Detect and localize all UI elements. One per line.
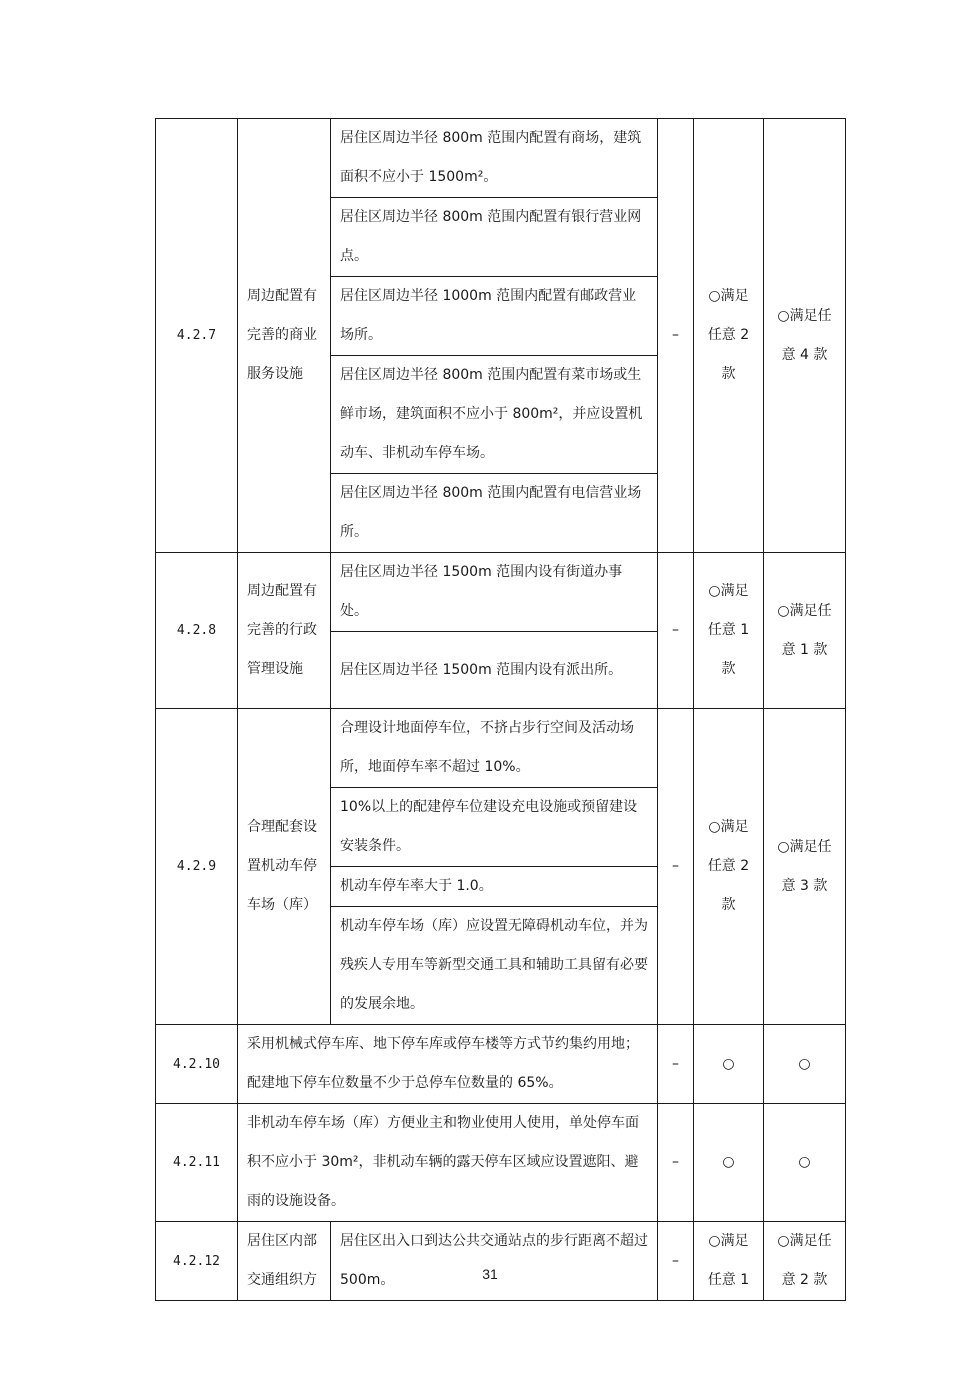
clause-title: 周边配置有完善的商业服务设施 [238, 119, 331, 553]
clause-code: 4.2.9 [156, 709, 238, 1025]
level-one: ○ [694, 1104, 764, 1222]
table-row [156, 119, 846, 198]
standards-table [155, 118, 846, 1301]
basic-level: – [658, 553, 694, 709]
clause-code: 4.2.10 [156, 1025, 238, 1104]
level-two: ○ [764, 1104, 846, 1222]
table-row [156, 1104, 846, 1222]
clause-code: 4.2.12 [156, 1222, 238, 1301]
page-number: 31 [482, 1266, 498, 1282]
requirement-item: 居住区周边半径 800m 范围内配置有电信营业场所。 [331, 474, 658, 553]
basic-level: – [658, 1025, 694, 1104]
requirement-item: 居住区周边半径 1500m 范围内设有派出所。 [331, 632, 658, 709]
level-one: ○满足任意 1 款 [694, 553, 764, 709]
table-row [156, 709, 846, 788]
requirement-item: 机动车停车率大于 1.0。 [331, 867, 658, 907]
table-row [156, 1025, 846, 1104]
requirement-item: 机动车停车场（库）应设置无障碍机动车位，并为残疾人专用车等新型交通工具和辅助工具留有必要的发展余地。 [331, 907, 658, 1025]
level-two: ○满足任意 3 款 [764, 709, 846, 1025]
basic-level: – [658, 119, 694, 553]
level-one: ○满足任意 2 款 [694, 119, 764, 553]
level-one: ○满足任意 1 [694, 1222, 764, 1301]
level-two: ○满足任意 2 款 [764, 1222, 846, 1301]
basic-level: – [658, 1104, 694, 1222]
clause-code: 4.2.11 [156, 1104, 238, 1222]
requirement-item: 10%以上的配建停车位建设充电设施或预留建设安装条件。 [331, 788, 658, 867]
clause-code: 4.2.8 [156, 553, 238, 709]
basic-level: – [658, 1222, 694, 1301]
basic-level: – [658, 709, 694, 1025]
clause-code: 4.2.7 [156, 119, 238, 553]
requirement-item: 居住区周边半径 800m 范围内配置有商场，建筑面积不应小于 1500m²。 [331, 119, 658, 198]
table-row [156, 553, 846, 632]
level-two: ○满足任意 4 款 [764, 119, 846, 553]
level-two: ○满足任意 1 款 [764, 553, 846, 709]
clause-title: 居住区内部交通组织方 [238, 1222, 331, 1301]
requirement-item: 居住区出入口到达公共交通站点的步行距离不超过 500m。 [331, 1222, 658, 1301]
level-one: ○满足任意 2 款 [694, 709, 764, 1025]
requirement-item: 居住区周边半径 1500m 范围内设有街道办事处。 [331, 553, 658, 632]
requirement-item: 居住区周边半径 1000m 范围内配置有邮政营业场所。 [331, 277, 658, 356]
table-row [156, 1222, 846, 1301]
clause-title: 周边配置有完善的行政管理设施 [238, 553, 331, 709]
requirement-item: 居住区周边半径 800m 范围内配置有菜市场或生鲜市场，建筑面积不应小于 800m²，并应设置机动车、非机动车停车场。 [331, 356, 658, 474]
level-two: ○ [764, 1025, 846, 1104]
clause-text: 采用机械式停车库、地下停车库或停车楼等方式节约集约用地；配建地下停车位数量不少于总停车位数量的 65%。 [238, 1025, 658, 1104]
level-one: ○ [694, 1025, 764, 1104]
requirement-item: 合理设计地面停车位，不挤占步行空间及活动场所，地面停车率不超过 10%。 [331, 709, 658, 788]
clause-title: 合理配套设置机动车停车场（库） [238, 709, 331, 1025]
clause-text: 非机动车停车场（库）方便业主和物业使用人使用，单处停车面积不应小于 30m²，非机动车辆的露天停车区域应设置遮阳、避雨的设施设备。 [238, 1104, 658, 1222]
requirement-item: 居住区周边半径 800m 范围内配置有银行营业网点。 [331, 198, 658, 277]
